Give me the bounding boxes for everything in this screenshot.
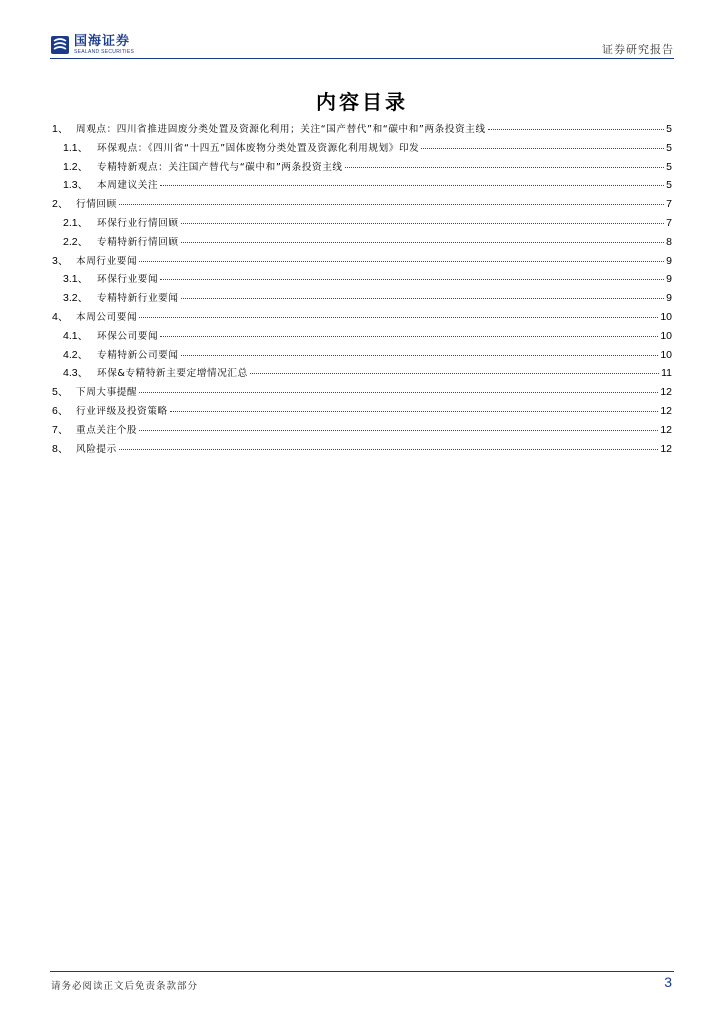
- toc-entry-label: 本周公司要闻: [76, 311, 138, 323]
- toc-entry-number: 4、: [52, 310, 69, 323]
- toc-entry-label: 环保行业行情回顾: [97, 217, 179, 229]
- toc-entry-page: 5: [666, 123, 672, 135]
- toc-entry-number: 4.3、: [63, 367, 89, 380]
- toc-entry-page: 7: [666, 198, 672, 211]
- toc-entry-page: 9: [666, 292, 672, 305]
- toc-entry-label: 本周建议关注: [97, 180, 159, 192]
- toc-entry-page: 12: [660, 423, 672, 436]
- toc-entry-page: 5: [666, 179, 672, 192]
- toc-entry[interactable]: [52, 328, 672, 347]
- toc-entry[interactable]: [52, 290, 672, 309]
- toc-entry-number: 1.3、: [63, 179, 89, 192]
- toc-entry-label: 专精特新公司要闻: [97, 349, 179, 361]
- table-of-contents: [52, 121, 672, 459]
- toc-entry[interactable]: [52, 140, 672, 159]
- toc-dot-leader: [160, 279, 664, 280]
- toc-entry-label: 环保&专精特新主要定增情况汇总: [97, 368, 248, 380]
- toc-entry-page: 5: [666, 141, 672, 154]
- toc-entry[interactable]: [52, 234, 672, 253]
- toc-entry-number: 1.2、: [63, 160, 89, 173]
- toc-dot-leader: [421, 148, 664, 149]
- toc-dot-leader: [139, 317, 658, 318]
- toc-dot-leader: [160, 185, 664, 186]
- toc-entry-number: 2.1、: [63, 216, 89, 229]
- toc-dot-leader: [160, 336, 658, 337]
- toc-entry-label: 环保公司要闻: [97, 330, 159, 342]
- toc-entry[interactable]: [52, 441, 672, 460]
- page-number: 3: [664, 974, 672, 990]
- toc-entry-number: 4.2、: [63, 348, 89, 361]
- logo-chinese-name: 国海证券: [74, 34, 131, 49]
- toc-entry-number: 2、: [52, 198, 69, 211]
- toc-entry-label: 风险提示: [76, 443, 117, 455]
- toc-entry-page: 9: [666, 254, 672, 267]
- toc-dot-leader: [250, 373, 659, 374]
- toc-entry-number: 3.1、: [63, 273, 89, 286]
- toc-dot-leader: [139, 261, 664, 262]
- toc-entry[interactable]: [52, 159, 672, 178]
- toc-dot-leader: [181, 242, 665, 243]
- page-header: [50, 30, 674, 60]
- toc-entry-page: 10: [660, 310, 672, 323]
- toc-entry[interactable]: [52, 347, 672, 366]
- toc-entry-number: 3.2、: [63, 292, 89, 305]
- toc-dot-leader: [170, 411, 659, 412]
- footer-disclaimer: 请务必阅读正文后免责条款部分: [51, 981, 199, 992]
- toc-entry-label: 专精特新观点：关注国产替代与“碳中和”两条投资主线: [97, 161, 343, 173]
- logo-english-name: SEALAND SECURITIES: [74, 49, 135, 55]
- toc-dot-leader: [139, 430, 658, 431]
- toc-entry[interactable]: [52, 403, 672, 422]
- toc-entry[interactable]: [52, 177, 672, 196]
- toc-entry-page: 10: [660, 348, 672, 361]
- toc-entry-page: 11: [661, 367, 672, 380]
- toc-dot-leader: [345, 167, 665, 168]
- toc-dot-leader: [181, 355, 659, 356]
- toc-entry-page: 8: [666, 235, 672, 248]
- company-logo: [50, 32, 134, 58]
- toc-entry[interactable]: [52, 271, 672, 290]
- footer-divider: [50, 971, 674, 972]
- toc-entry-page: 7: [666, 216, 672, 229]
- toc-entry-number: 1、: [52, 123, 69, 135]
- toc-entry-page: 5: [666, 160, 672, 173]
- toc-entry-label: 专精特新行业要闻: [97, 293, 179, 305]
- toc-entry[interactable]: [52, 365, 672, 384]
- toc-entry-page: 12: [660, 442, 672, 455]
- toc-entry[interactable]: [52, 253, 672, 272]
- toc-entry[interactable]: [52, 121, 672, 140]
- toc-dot-leader: [181, 298, 665, 299]
- toc-entry-label: 行情回顾: [76, 199, 117, 211]
- toc-entry-label: 下周大事提醒: [76, 387, 138, 399]
- toc-entry-page: 12: [660, 386, 672, 399]
- toc-entry-label: 周观点：四川省推进固废分类处置及资源化利用；关注“国产替代”和“碳中和”两条投资主线: [76, 124, 486, 135]
- document-type: 证券研究报告: [602, 43, 674, 56]
- toc-entry-label: 环保行业要闻: [97, 274, 159, 286]
- toc-entry-number: 5、: [52, 386, 69, 399]
- toc-entry-page: 10: [660, 329, 672, 342]
- toc-entry[interactable]: [52, 196, 672, 215]
- toc-entry[interactable]: [52, 309, 672, 328]
- sealand-logo-icon: [50, 35, 70, 55]
- toc-entry-label: 本周行业要闻: [76, 255, 138, 267]
- toc-entry-number: 6、: [52, 404, 69, 417]
- page-title: 内容目录: [316, 90, 408, 114]
- toc-entry-label: 重点关注个股: [76, 424, 138, 436]
- toc-entry-label: 行业评级及投资策略: [76, 405, 168, 417]
- toc-entry[interactable]: [52, 384, 672, 403]
- toc-dot-leader: [181, 223, 665, 224]
- toc-entry-number: 1.1、: [63, 141, 89, 154]
- toc-entry-number: 8、: [52, 442, 69, 455]
- toc-dot-leader: [488, 129, 665, 130]
- toc-entry-page: 12: [660, 404, 672, 417]
- header-divider: [50, 58, 674, 59]
- toc-entry-label: 专精特新行情回顾: [97, 236, 179, 248]
- toc-entry[interactable]: [52, 422, 672, 441]
- toc-dot-leader: [119, 204, 664, 205]
- toc-entry-page: 9: [666, 273, 672, 286]
- toc-entry-number: 4.1、: [63, 329, 89, 342]
- toc-entry[interactable]: [52, 215, 672, 234]
- toc-dot-leader: [139, 392, 658, 393]
- toc-entry-number: 2.2、: [63, 235, 89, 248]
- toc-entry-number: 7、: [52, 423, 69, 436]
- toc-entry-label: 环保观点：《四川省“十四五”固体废物分类处置及资源化利用规划》印发: [97, 142, 420, 154]
- toc-entry-number: 3、: [52, 254, 69, 267]
- toc-dot-leader: [119, 449, 659, 450]
